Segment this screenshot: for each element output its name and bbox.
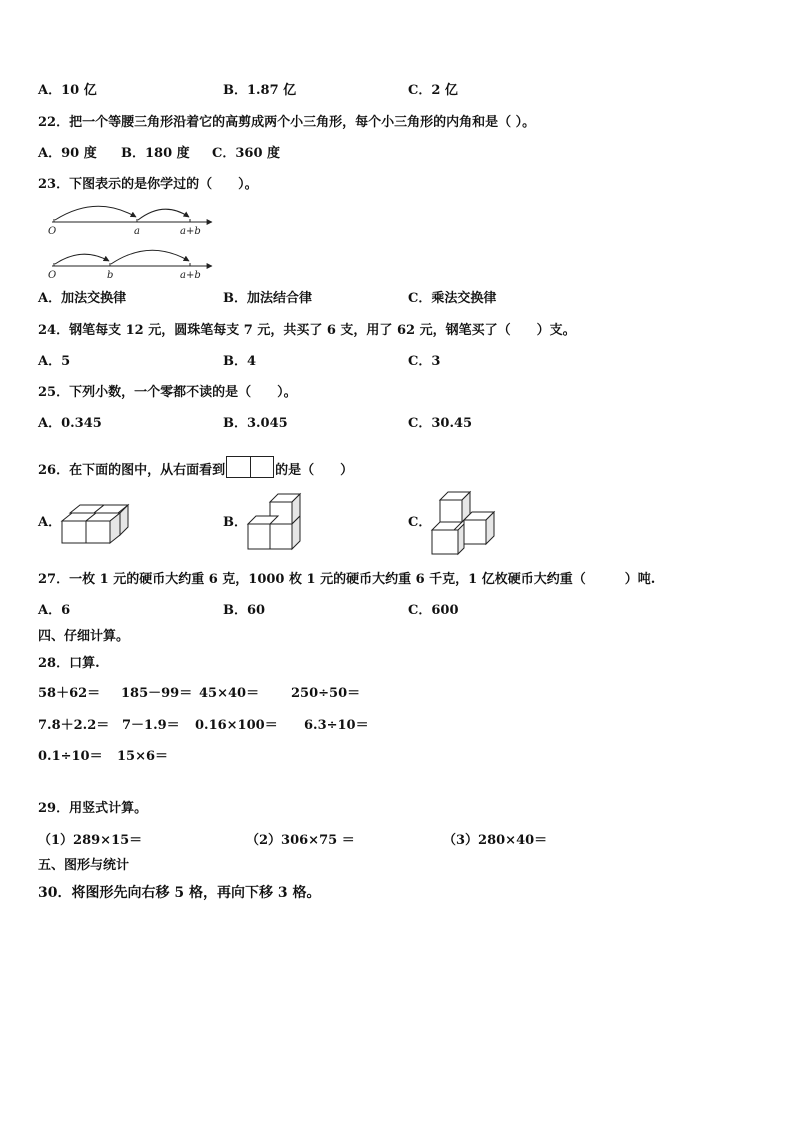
cube-figure-b — [244, 492, 306, 554]
label-a-plus-b: a+b — [180, 226, 201, 237]
cube-figure-c — [428, 488, 500, 556]
q28-row1-item4: 250÷50＝ — [291, 686, 361, 701]
arc-b — [138, 209, 189, 220]
label-origin: O — [48, 226, 57, 237]
q29-item-3: （3）280×40＝ — [443, 833, 548, 848]
q26-text — [38, 452, 353, 479]
q28-title: 28．口算. — [38, 656, 100, 671]
q28-row1-item3: 45×40＝ — [199, 686, 260, 701]
q29-title: 29．用竖式计算。 — [38, 801, 148, 816]
q26-option-c-label: C． — [408, 515, 432, 530]
label-a-plus-b: a+b — [180, 270, 201, 281]
arc-b — [55, 254, 109, 264]
q27-option-b: B．60 — [223, 603, 266, 618]
q21-option-a: A．10 亿 — [38, 83, 97, 98]
q24-option-c: C．3 — [408, 354, 441, 369]
q24-option-a: A．5 — [38, 354, 71, 369]
q27-option-a: A．6 — [38, 603, 71, 618]
q23-option-c: C．乘法交换律 — [408, 291, 497, 306]
q29-item-1: （1）289×15＝ — [38, 833, 143, 848]
q26-option-a-label: A． — [38, 515, 62, 530]
number-line-diagram-2 — [40, 242, 220, 284]
number-line-diagram-1 — [40, 198, 220, 240]
label-b: b — [107, 270, 114, 281]
label-a: a — [134, 226, 140, 237]
q23-option-a: A．加法交换律 — [38, 291, 127, 306]
q28-row1-item1: 58＋62＝ — [38, 686, 101, 701]
q22-option-c: C．360 度 — [212, 146, 281, 161]
q24-text: 24．钢笔每支 12 元，圆珠笔每支 7 元，共买了 6 支，用了 62 元，钢笔买了（ ）支。 — [38, 323, 576, 338]
cube-figure-a — [60, 500, 130, 545]
q25-option-a: A．0.345 — [38, 416, 102, 431]
q25-option-b: B．3.045 — [223, 416, 288, 431]
q26-option-b-label: B． — [223, 515, 247, 530]
q25-text: 25．下列小数，一个零都不读的是（ ）。 — [38, 385, 297, 400]
q24-option-b: B．4 — [223, 354, 257, 369]
arc-a — [111, 250, 189, 264]
q22-option-a: A．90 度 — [38, 146, 97, 161]
two-square-view-figure — [226, 456, 274, 478]
q22-text: 22．把一个等腰三角形沿着它的高剪成两个小三角形，每个小三角形的内角和是（ ）。 — [38, 115, 536, 130]
q26-text-after: 的是（ ） — [275, 463, 354, 478]
q26-text-before: 26．在下面的图中，从右面看到 — [38, 463, 226, 478]
q28-row1-item2: 185－99＝ — [121, 686, 193, 701]
q28-row3-item2: 15×6＝ — [117, 749, 169, 764]
q28-row2-item1: 7.8＋2.2＝ — [38, 718, 110, 733]
q25-option-c: C．30.45 — [408, 416, 473, 431]
q30-text: 30．将图形先向右移 5 格，再向下移 3 格。 — [38, 885, 321, 901]
q29-item-2: （2）306×75 ＝ — [246, 833, 355, 848]
section-4-heading: 四、仔细计算。 — [38, 629, 130, 644]
q22-option-b: B．180 度 — [121, 146, 190, 161]
q28-row2-item2: 7－1.9＝ — [122, 718, 180, 733]
q28-row2-item3: 0.16×100＝ — [195, 718, 278, 733]
q21-option-c: C．2 亿 — [408, 83, 458, 98]
q23-option-b: B．加法结合律 — [223, 291, 312, 306]
q23-text: 23．下图表示的是你学过的（ ）。 — [38, 177, 258, 192]
q21-option-b: B．1.87 亿 — [223, 83, 297, 98]
q27-text: 27．一枚 1 元的硬币大约重 6 克，1000 枚 1 元的硬币大约重 6 千克，1 亿枚硬币大约重（ ）吨. — [38, 572, 656, 587]
q28-row2-item4: 6.3÷10＝ — [304, 718, 369, 733]
q27-option-c: C．600 — [408, 603, 459, 618]
arc-a — [55, 206, 136, 220]
q28-row3-item1: 0.1÷10＝ — [38, 749, 103, 764]
section-5-heading: 五、图形与统计 — [38, 858, 130, 873]
label-origin: O — [48, 270, 57, 281]
